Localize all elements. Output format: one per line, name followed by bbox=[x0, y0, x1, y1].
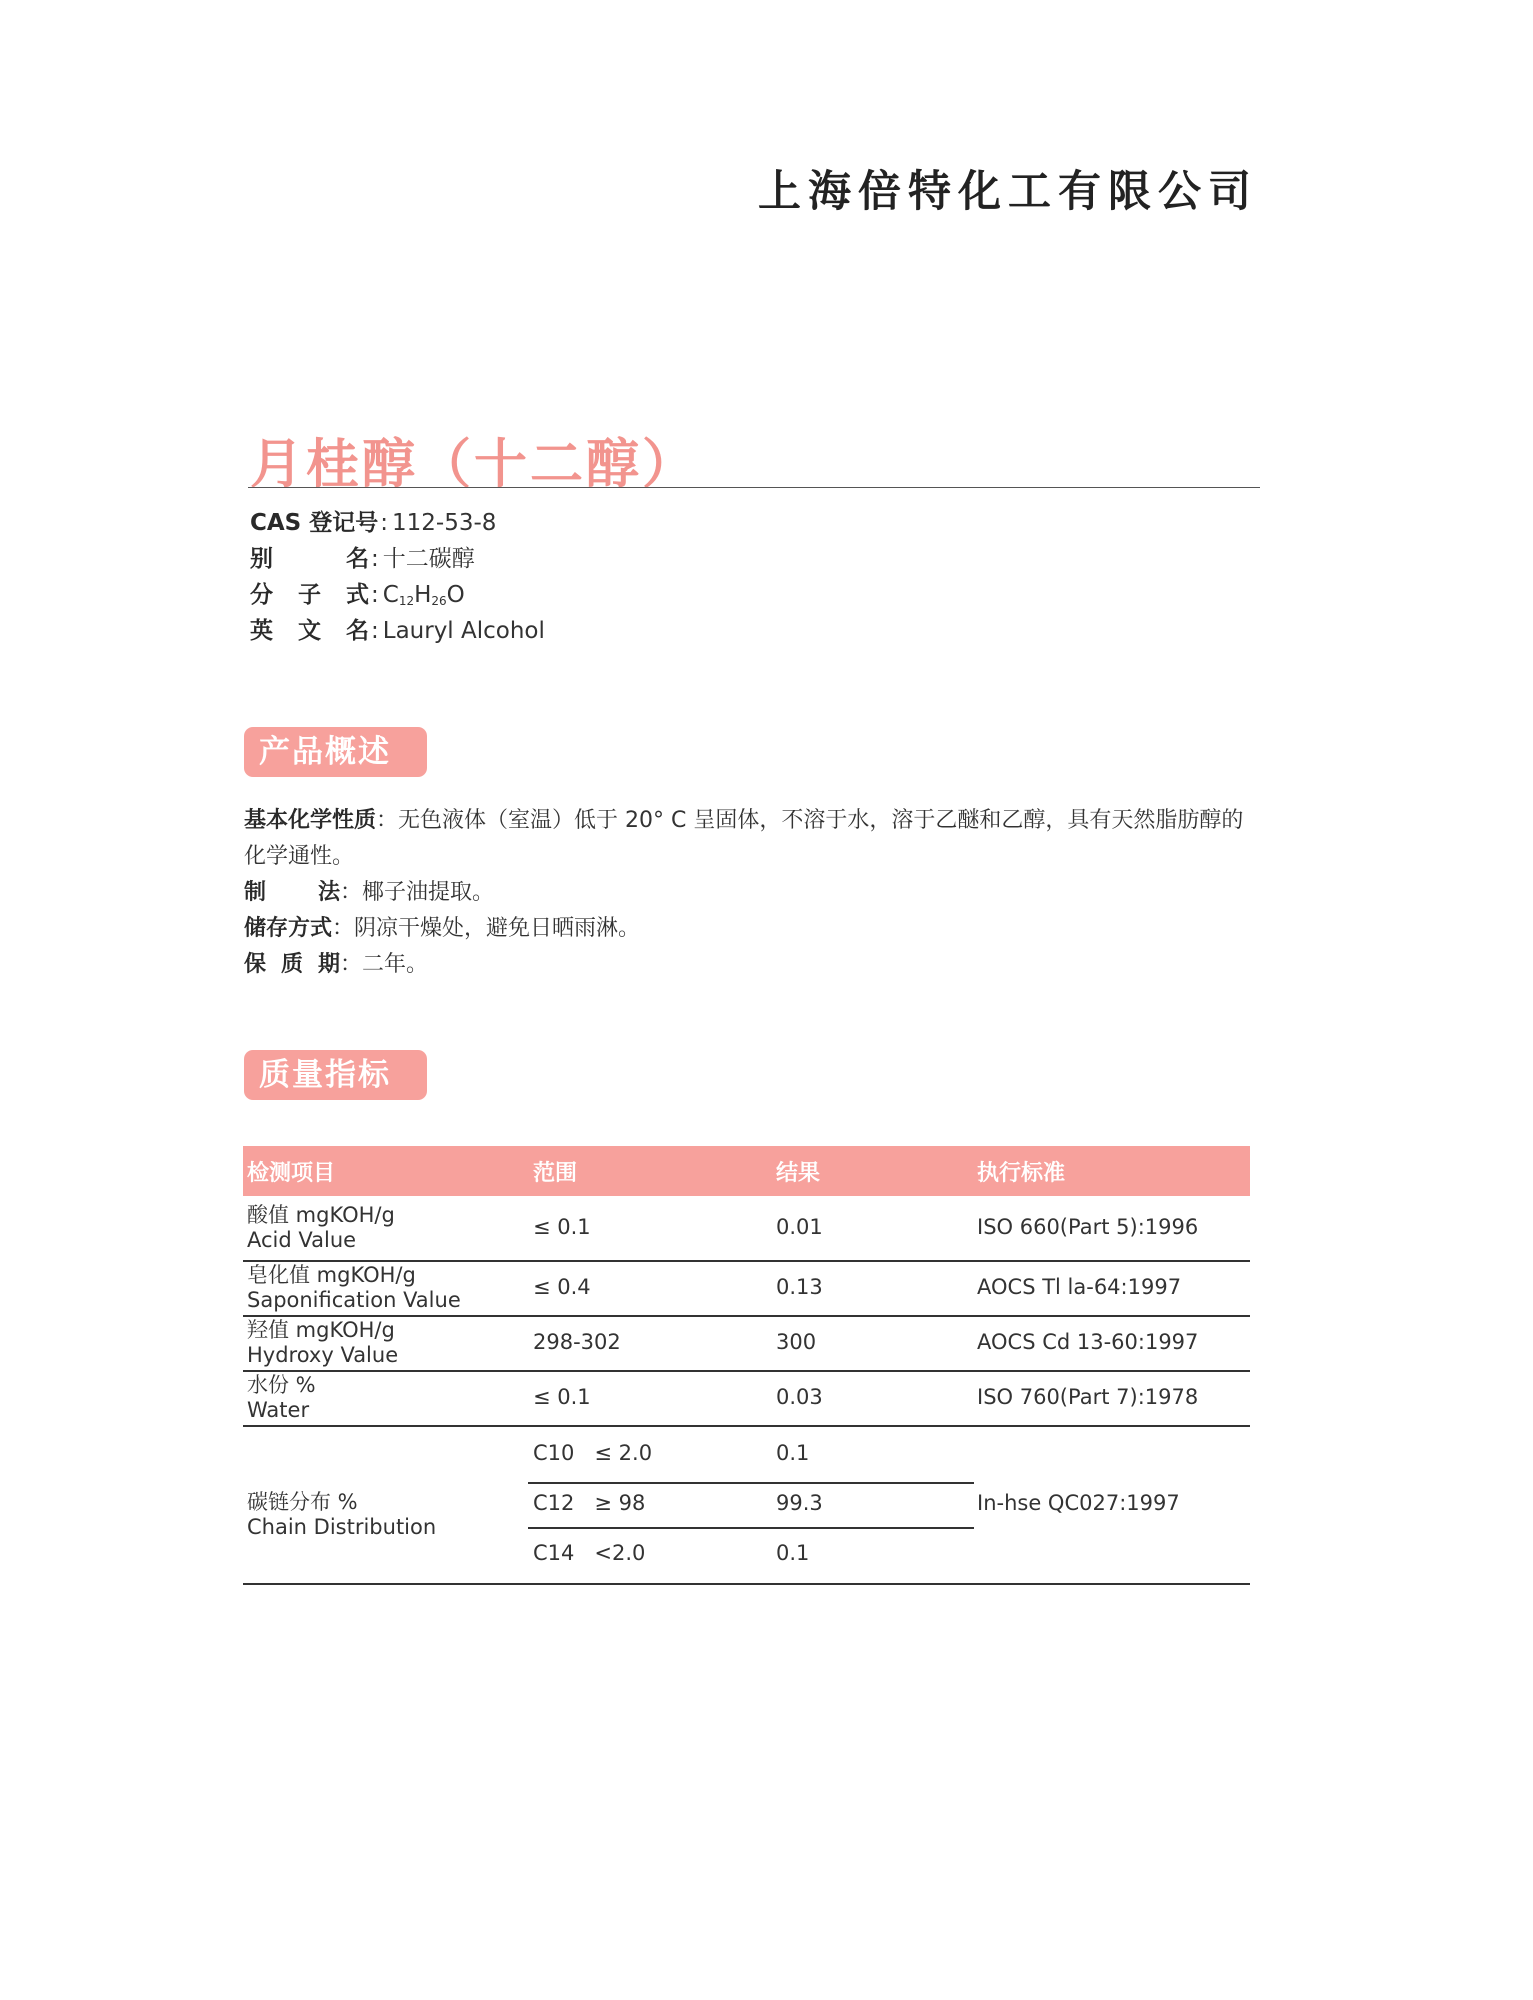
storage-value: 阴凉干燥处，避免日晒雨淋。 bbox=[354, 916, 641, 941]
row-item bbox=[247, 1373, 316, 1423]
sub-range-c12: C12 ≥ 98 bbox=[533, 1491, 646, 1515]
header-standard: 执行标准 bbox=[977, 1161, 1066, 1186]
cas-value: 112-53-8 bbox=[392, 510, 497, 536]
colon: : bbox=[371, 582, 379, 608]
method-value: 椰子油提取。 bbox=[362, 880, 495, 905]
row-result: 300 bbox=[776, 1330, 817, 1354]
formula-o: O bbox=[446, 582, 465, 608]
header-result: 结果 bbox=[776, 1161, 821, 1186]
storage-row bbox=[244, 911, 1264, 947]
english-name-label: 英文名 bbox=[250, 618, 369, 644]
alias-value: 十二碳醇 bbox=[382, 546, 475, 572]
shelf-life-value: 二年。 bbox=[362, 952, 429, 977]
storage-label: 储存方式 bbox=[244, 916, 333, 941]
basic-property-label: 基本化学性质 bbox=[244, 808, 377, 833]
header-range: 范围 bbox=[533, 1161, 578, 1186]
item-en: Chain Distribution bbox=[247, 1515, 437, 1539]
sub-result-c10: 0.1 bbox=[776, 1441, 810, 1465]
product-title: 月桂醇（十二醇） bbox=[250, 434, 698, 495]
title-divider bbox=[248, 487, 1260, 488]
row-item bbox=[247, 1318, 398, 1368]
row-range: ≤ 0.1 bbox=[533, 1385, 591, 1409]
item-cn: 羟值 mgKOH/g bbox=[247, 1318, 395, 1342]
item-cn: 水份 % bbox=[247, 1373, 316, 1397]
row-item bbox=[247, 1263, 461, 1313]
colon: ： bbox=[332, 916, 355, 941]
colon: : bbox=[371, 618, 379, 644]
row-standard: In-hse QC027:1997 bbox=[977, 1491, 1180, 1515]
english-name-value: Lauryl Alcohol bbox=[382, 618, 545, 644]
item-en: Saponification Value bbox=[247, 1288, 461, 1312]
sub-range-c14: C14 <2.0 bbox=[533, 1541, 646, 1565]
row-item bbox=[247, 1203, 395, 1253]
item-cn: 皂化值 mgKOH/g bbox=[247, 1263, 416, 1287]
alias-label: 别名 bbox=[250, 546, 369, 572]
table-row bbox=[243, 1372, 1250, 1427]
overview-section bbox=[244, 803, 1264, 983]
shelf-life-label: 保质期 bbox=[244, 952, 340, 977]
quality-heading: 质量指标 bbox=[244, 1050, 427, 1100]
sub-result-c12: 99.3 bbox=[776, 1491, 823, 1515]
row-result: 0.01 bbox=[776, 1215, 823, 1239]
row-result: 0.03 bbox=[776, 1385, 823, 1409]
table-row bbox=[243, 1262, 1250, 1317]
method-row bbox=[244, 875, 1264, 911]
table-row bbox=[243, 1317, 1250, 1372]
shelf-life-row bbox=[244, 947, 1264, 983]
row-range: 298-302 bbox=[533, 1330, 621, 1354]
chain-distribution-row bbox=[243, 1427, 1250, 1585]
item-cn: 碳链分布 % bbox=[247, 1490, 358, 1514]
colon: : bbox=[380, 510, 389, 536]
sub-range-c10: C10 ≤ 2.0 bbox=[533, 1441, 653, 1465]
formula-h: H bbox=[414, 582, 432, 608]
formula-value bbox=[383, 582, 465, 608]
basic-property-value: 无色液体（室温）低于 20° C 呈固体，不溶于水，溶于乙醚和乙醇，具有天然脂肪醇的化学通性。 bbox=[244, 808, 1244, 869]
row-standard: ISO 760(Part 7):1978 bbox=[977, 1385, 1199, 1409]
colon: ： bbox=[340, 880, 363, 905]
row-standard: AOCS Cd 13-60:1997 bbox=[977, 1330, 1199, 1354]
formula-row bbox=[250, 577, 545, 613]
formula-c-sub: 12 bbox=[398, 594, 415, 608]
row-result: 0.13 bbox=[776, 1275, 823, 1299]
colon: ： bbox=[376, 808, 399, 833]
alias-row bbox=[250, 541, 545, 577]
row-standard: AOCS Tl la-64:1997 bbox=[977, 1275, 1182, 1299]
row-standard: ISO 660(Part 5):1996 bbox=[977, 1215, 1199, 1239]
row-range: ≤ 0.1 bbox=[533, 1215, 591, 1239]
cas-row bbox=[250, 505, 545, 541]
quality-table bbox=[243, 1146, 1250, 1585]
formula-c: C bbox=[382, 582, 399, 608]
row-range: ≤ 0.4 bbox=[533, 1275, 591, 1299]
method-label: 制法 bbox=[244, 880, 340, 905]
item-cn: 酸值 mgKOH/g bbox=[247, 1203, 395, 1227]
colon: ： bbox=[340, 952, 363, 977]
sub-result-c14: 0.1 bbox=[776, 1541, 810, 1565]
sub-divider bbox=[528, 1482, 974, 1484]
product-info bbox=[250, 505, 545, 649]
english-name-row bbox=[250, 613, 545, 649]
formula-h-sub: 26 bbox=[431, 594, 447, 608]
basic-property-row bbox=[244, 803, 1264, 875]
item-en: Hydroxy Value bbox=[247, 1343, 399, 1367]
overview-heading: 产品概述 bbox=[244, 727, 427, 777]
header-item: 检测项目 bbox=[247, 1161, 336, 1186]
sub-divider bbox=[528, 1527, 974, 1529]
table-row bbox=[243, 1196, 1250, 1262]
colon: : bbox=[371, 546, 379, 572]
item-en: Acid Value bbox=[247, 1228, 357, 1252]
company-name: 上海倍特化工有限公司 bbox=[758, 167, 1258, 217]
cas-label: CAS 登记号 bbox=[250, 510, 379, 536]
row-item bbox=[247, 1490, 436, 1540]
formula-label: 分子式 bbox=[250, 582, 369, 608]
table-header bbox=[243, 1146, 1250, 1196]
item-en: Water bbox=[247, 1398, 310, 1422]
